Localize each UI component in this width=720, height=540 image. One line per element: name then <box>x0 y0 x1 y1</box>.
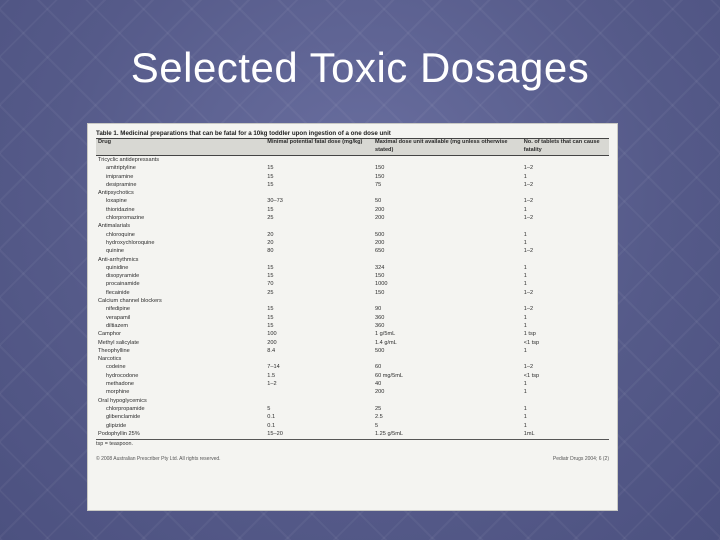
max-dose-unit-cell: 200 <box>375 206 385 213</box>
tablets-cell: 1 <box>523 239 527 246</box>
drug-cell: Oral hypoglycemics <box>98 397 147 404</box>
max-dose-unit-cell: 1.4 g/mL <box>375 339 397 346</box>
table-row <box>96 305 609 313</box>
table-source-row <box>96 456 609 462</box>
table-row <box>96 181 609 189</box>
min-fatal-dose-cell: 15 <box>267 173 274 180</box>
min-fatal-dose-cell: 1–2 <box>267 381 277 388</box>
tablets-cell <box>522 189 609 197</box>
max-dose-unit-cell <box>373 222 522 230</box>
table-row <box>96 214 609 222</box>
min-fatal-dose-cell: 25 <box>267 289 274 296</box>
table-row <box>96 272 609 280</box>
drug-cell: procainamide <box>106 281 140 288</box>
tablets-cell: 1–2 <box>523 306 534 313</box>
min-fatal-dose-cell <box>265 156 373 165</box>
min-fatal-dose-cell: 15 <box>267 165 274 172</box>
table-row-group <box>96 397 609 405</box>
max-dose-unit-cell: 5 <box>375 422 379 429</box>
drug-cell: Methyl salicylate <box>98 339 140 346</box>
max-dose-unit-cell: 360 <box>375 322 385 329</box>
max-dose-unit-cell <box>373 297 522 305</box>
min-fatal-dose-cell <box>265 256 373 264</box>
min-fatal-dose-cell: 5 <box>267 405 271 412</box>
max-dose-unit-cell: 200 <box>375 239 385 246</box>
tablets-cell: 1 <box>523 405 527 412</box>
toxic-dosage-table <box>96 138 609 438</box>
drug-cell: Theophylline <box>98 347 130 354</box>
drug-cell: Podophyllin 25% <box>98 430 140 437</box>
drug-cell: verapamil <box>106 314 131 321</box>
table-footnote: tsp = teaspoon. <box>96 441 134 448</box>
max-dose-unit-cell: 50 <box>375 198 382 205</box>
tablets-cell: 1 <box>523 264 527 271</box>
table-row-group <box>96 355 609 363</box>
drug-cell: desipramine <box>106 181 137 188</box>
tablets-cell: 1 <box>523 273 527 280</box>
table-row <box>96 422 609 430</box>
table-row <box>96 197 609 205</box>
drug-cell: flecainide <box>106 289 130 296</box>
table-row <box>96 314 609 322</box>
tablets-cell: 1 <box>523 414 527 421</box>
max-dose-unit-cell: 500 <box>375 347 385 354</box>
table-row <box>96 173 609 181</box>
max-dose-unit-cell: 40 <box>375 381 382 388</box>
drug-cell: nifedipine <box>106 306 130 313</box>
tablets-cell: 1mL <box>523 430 535 437</box>
table-row-group <box>96 256 609 264</box>
max-dose-unit-cell: 150 <box>375 173 385 180</box>
min-fatal-dose-cell: 100 <box>267 331 277 338</box>
table-row <box>96 206 609 214</box>
header-max-dose-unit: Maximal dose unit available (mg unless otherwise stated) <box>373 139 522 156</box>
min-fatal-dose-cell: 20 <box>267 231 274 238</box>
min-fatal-dose-cell: 15–20 <box>267 430 283 437</box>
tablets-cell: 1 <box>523 322 527 329</box>
min-fatal-dose-cell <box>265 388 373 396</box>
max-dose-unit-cell <box>373 355 522 363</box>
header-min-fatal-dose: Minimal potential fatal dose (mg/kg) <box>265 139 373 156</box>
drug-cell: hydroxychloroquine <box>106 239 155 246</box>
drug-cell: thioridazine <box>106 206 135 213</box>
tablets-cell <box>522 256 609 264</box>
drug-cell: chlorpromazine <box>106 215 145 222</box>
table-caption: Table 1. Medicinal preparations that can be fatal for a 10kg toddler upon ingestion of a one dose unit <box>96 130 391 137</box>
table-row-group <box>96 156 609 165</box>
tablets-cell: <1 tsp <box>523 339 540 346</box>
tablets-cell <box>522 355 609 363</box>
header-drug: Drug <box>96 139 265 156</box>
drug-cell: imipramine <box>106 173 134 180</box>
min-fatal-dose-cell: 25 <box>267 215 274 222</box>
drug-cell: glibenclamide <box>106 414 141 421</box>
tablets-cell: 1 <box>523 173 527 180</box>
max-dose-unit-cell <box>373 397 522 405</box>
min-fatal-dose-cell: 0.1 <box>267 422 276 429</box>
max-dose-unit-cell: 360 <box>375 314 385 321</box>
table-row-group <box>96 339 609 347</box>
max-dose-unit-cell: 75 <box>375 181 382 188</box>
tablets-cell: 1–2 <box>523 198 534 205</box>
toxic-dosage-table-image <box>88 124 617 510</box>
table-row-group <box>96 430 609 438</box>
min-fatal-dose-cell <box>265 189 373 197</box>
drug-cell: quinine <box>106 248 125 255</box>
drug-cell: diltiazem <box>106 322 129 329</box>
max-dose-unit-cell: 150 <box>375 273 385 280</box>
table-row <box>96 322 609 330</box>
drug-cell: Camphor <box>98 331 122 338</box>
min-fatal-dose-cell: 15 <box>267 306 274 313</box>
tablets-cell: 1–2 <box>523 289 534 296</box>
tablets-cell <box>522 297 609 305</box>
drug-cell: glipizide <box>106 422 127 429</box>
min-fatal-dose-cell: 200 <box>267 339 277 346</box>
tablets-cell: 1–2 <box>523 215 534 222</box>
min-fatal-dose-cell: 7–14 <box>267 364 280 371</box>
min-fatal-dose-cell: 30–73 <box>267 198 283 205</box>
max-dose-unit-cell <box>373 189 522 197</box>
slide-title: Selected Toxic Dosages <box>130 44 590 91</box>
drug-cell: chlorpropamide <box>106 405 145 412</box>
drug-cell: disopyramide <box>106 273 140 280</box>
max-dose-unit-cell: 25 <box>375 405 382 412</box>
copyright-text: © 2008 Australian Prescriber Pty Ltd. All rights reserved. <box>96 456 221 463</box>
table-row <box>96 239 609 247</box>
max-dose-unit-cell: 60 <box>375 364 382 371</box>
min-fatal-dose-cell <box>265 355 373 363</box>
min-fatal-dose-cell: 15 <box>267 264 274 271</box>
min-fatal-dose-cell: 20 <box>267 239 274 246</box>
drug-cell: amitriptyline <box>106 165 136 172</box>
table-body <box>96 156 609 439</box>
table-row <box>96 164 609 172</box>
tablets-cell: 1 <box>523 314 527 321</box>
min-fatal-dose-cell: 1.5 <box>267 372 276 379</box>
drug-cell: Antipsychotics <box>98 190 134 197</box>
tablets-cell: 1 <box>523 381 527 388</box>
tablets-cell <box>522 156 609 165</box>
max-dose-unit-cell: 324 <box>375 264 385 271</box>
max-dose-unit-cell: 650 <box>375 248 385 255</box>
min-fatal-dose-cell: 70 <box>267 281 274 288</box>
drug-cell: Tricyclic antidepressants <box>98 157 160 163</box>
max-dose-unit-cell: 200 <box>375 215 385 222</box>
table-row <box>96 289 609 297</box>
tablets-cell: 1 <box>523 231 527 238</box>
max-dose-unit-cell: 200 <box>375 389 385 396</box>
table-row <box>96 380 609 388</box>
table-row <box>96 405 609 413</box>
table-row <box>96 231 609 239</box>
tablets-cell: 1–2 <box>523 248 534 255</box>
table-row-group <box>96 347 609 355</box>
max-dose-unit-cell: 90 <box>375 306 382 313</box>
table-row <box>96 280 609 288</box>
drug-cell: methadone <box>106 381 134 388</box>
table-row <box>96 247 609 255</box>
min-fatal-dose-cell: 15 <box>267 322 274 329</box>
citation-text: Pediatr Drugs 2004; 6 (2) <box>552 456 609 463</box>
drug-cell: chloroquine <box>106 231 135 238</box>
table-row-group <box>96 330 609 338</box>
drug-cell: loxapine <box>106 198 127 205</box>
max-dose-unit-cell: 150 <box>375 165 385 172</box>
max-dose-unit-cell: 2.5 <box>375 414 383 421</box>
table-row <box>96 413 609 421</box>
min-fatal-dose-cell: 15 <box>267 273 274 280</box>
max-dose-unit-cell: 1.25 g/5mL <box>375 430 403 437</box>
header-tablets-fatal: No. of tablets that can cause fatality <box>522 139 609 156</box>
drug-cell: Anti-arrhythmics <box>98 256 139 263</box>
drug-cell: quinidine <box>106 264 129 271</box>
min-fatal-dose-cell: 0.1 <box>267 414 276 421</box>
table-row-group <box>96 297 609 305</box>
tablets-cell: 1 <box>523 389 527 396</box>
tablets-cell: <1 tsp <box>523 372 540 379</box>
table-row-group <box>96 189 609 197</box>
drug-cell: Narcotics <box>98 356 122 363</box>
table-row <box>96 363 609 371</box>
max-dose-unit-cell <box>373 156 522 165</box>
tablets-cell <box>522 222 609 230</box>
tablets-cell: 1–2 <box>523 181 534 188</box>
max-dose-unit-cell: 60 mg/5mL <box>375 372 403 379</box>
table-header-row <box>96 139 609 156</box>
max-dose-unit-cell: 1 g/5mL <box>375 331 396 338</box>
table-row <box>96 264 609 272</box>
max-dose-unit-cell <box>373 256 522 264</box>
min-fatal-dose-cell: 80 <box>267 248 274 255</box>
min-fatal-dose-cell: 15 <box>267 206 274 213</box>
tablets-cell: 1 tsp <box>523 331 536 338</box>
drug-cell: Calcium channel blockers <box>98 298 162 305</box>
tablets-cell: 1 <box>523 422 527 429</box>
min-fatal-dose-cell: 15 <box>267 181 274 188</box>
max-dose-unit-cell: 150 <box>375 289 385 296</box>
table-row-group <box>96 222 609 230</box>
min-fatal-dose-cell <box>265 222 373 230</box>
tablets-cell <box>522 397 609 405</box>
tablets-cell: 1 <box>523 206 527 213</box>
tablets-cell: 1 <box>523 281 527 288</box>
table-row <box>96 388 609 396</box>
table-row <box>96 372 609 380</box>
max-dose-unit-cell: 1000 <box>375 281 388 288</box>
min-fatal-dose-cell: 15 <box>267 314 274 321</box>
drug-cell: Antimalarials <box>98 223 131 230</box>
min-fatal-dose-cell <box>265 297 373 305</box>
tablets-cell: 1–2 <box>523 364 534 371</box>
drug-cell: morphine <box>106 389 130 396</box>
tablets-cell: 1 <box>523 347 527 354</box>
max-dose-unit-cell: 500 <box>375 231 385 238</box>
drug-cell: hydrocodone <box>106 372 139 379</box>
tablets-cell: 1–2 <box>523 165 534 172</box>
drug-cell: codeine <box>106 364 126 371</box>
min-fatal-dose-cell <box>265 397 373 405</box>
min-fatal-dose-cell: 8.4 <box>267 347 276 354</box>
